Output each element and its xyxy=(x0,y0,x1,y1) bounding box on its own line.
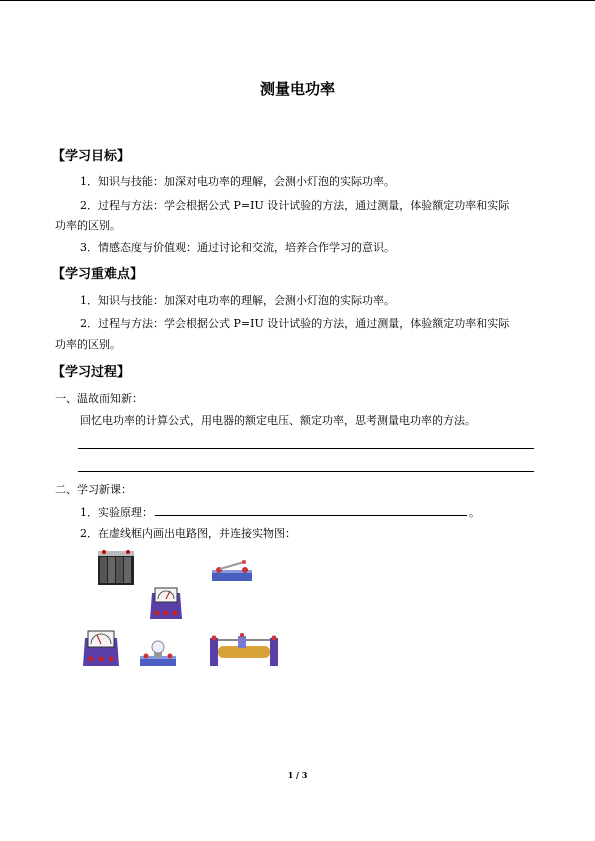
goals-item-2-cont: 功率的区别。 xyxy=(55,219,121,232)
rheostat-icon xyxy=(206,630,282,670)
goals-heading: 【学习目标】 xyxy=(52,149,131,164)
process-heading: 【学习过程】 xyxy=(52,365,131,380)
review-text: 回忆电功率的计算公式，用电器的额定电压、额定功率，思考测量电功率的方法。 xyxy=(80,414,476,427)
answer-line-1 xyxy=(78,448,534,449)
principle-label: 1．实验原理： xyxy=(80,506,153,519)
key-item-2-cont: 功率的区别。 xyxy=(55,338,121,351)
principle-end: 。 xyxy=(469,506,480,519)
circuit-instruction: 2．在虚线框内画出电路图，并连接实物图： xyxy=(80,527,296,540)
review-label: 一、温故而知新： xyxy=(55,392,143,405)
principle-line xyxy=(80,505,480,520)
page-number: 1 / 3 xyxy=(287,770,308,780)
lamp-icon xyxy=(138,638,178,668)
key-item-1: 1．知识与技能：加深对电功率的理解，会测小灯泡的实际功率。 xyxy=(80,294,395,307)
top-border xyxy=(0,0,595,1)
battery-icon xyxy=(96,549,136,587)
answer-line-2 xyxy=(78,471,534,472)
goals-item-2: 2．过程与方法：学会根据公式 P=IU 设计试验的方法，通过测量，体验额定功率和实际 xyxy=(80,199,510,212)
goals-item-1: 1．知识与技能：加深对电功率的理解，会测小灯泡的实际功率。 xyxy=(80,175,395,188)
ammeter-icon xyxy=(81,628,121,668)
page-title: 测量电功率 xyxy=(259,80,335,98)
key-heading: 【学习重难点】 xyxy=(52,267,144,282)
goals-item-3: 3．情感态度与价值观：通过讨论和交流，培养合作学习的意识。 xyxy=(80,241,395,254)
switch-icon xyxy=(210,560,254,584)
voltmeter-icon xyxy=(148,585,184,621)
principle-blank xyxy=(155,505,467,516)
key-item-2: 2．过程与方法：学会根据公式 P=IU 设计试验的方法，通过测量，体验额定功率和实际 xyxy=(80,317,510,330)
new-lesson-label: 二、学习新课： xyxy=(55,483,132,496)
